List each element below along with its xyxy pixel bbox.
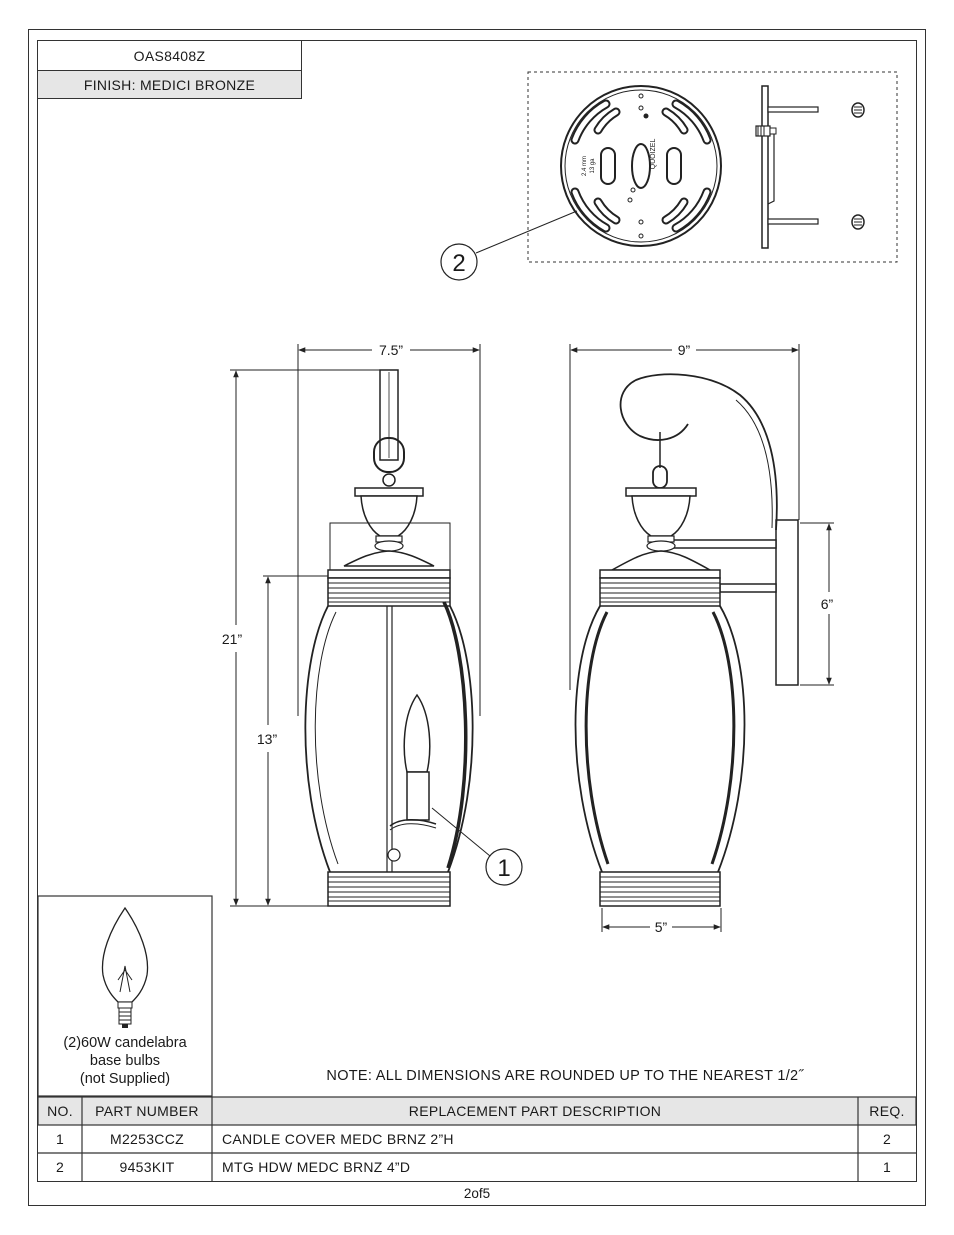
row-1-req: 2 [882, 1131, 892, 1147]
callout-1-label: 1 [497, 855, 511, 882]
bulb-caption-line-1: (2)60W candelabra [63, 1035, 187, 1051]
dim-depth-side: 9” [677, 342, 691, 358]
callout-2-label: 2 [452, 250, 466, 277]
model-number: OAS8408Z [37, 40, 302, 71]
row-2-description: MTG HDW MEDC BRNZ 4”D [222, 1159, 411, 1175]
row-2-no: 2 [55, 1159, 65, 1175]
table-header-no: NO. [47, 1103, 73, 1119]
plate-size-gauge: 13 ga [590, 158, 596, 174]
bulb-caption-line-2: base bulbs [89, 1053, 161, 1069]
row-1-part-number: M2253CCZ [110, 1131, 184, 1147]
finish-label: FINISH: MEDICI BRONZE [37, 70, 302, 99]
row-2-req: 1 [882, 1159, 892, 1175]
row-1-description: CANDLE COVER MEDC BRNZ 2”H [222, 1131, 454, 1147]
front-view [222, 342, 522, 906]
page-number: 2of5 [463, 1186, 491, 1201]
mounting-plate-front [561, 86, 721, 246]
dim-backplate-height: 6” [820, 596, 834, 612]
mounting-screws [852, 103, 864, 229]
dim-base-width: 5” [654, 919, 668, 935]
side-view [570, 342, 834, 935]
dimension-note: NOTE: ALL DIMENSIONS ARE ROUNDED UP TO THE NEAREST 1/2˝ [326, 1068, 804, 1084]
mounting-plate-side [756, 86, 818, 248]
bulb-caption [38, 1034, 212, 1088]
dim-height-body: 13” [256, 731, 278, 747]
dim-width-front: 7.5” [378, 342, 404, 358]
table-header-part-number: PART NUMBER [95, 1103, 199, 1119]
row-2-part-number: 9453KIT [119, 1159, 175, 1175]
callout-2 [441, 211, 577, 280]
table-header-description: REPLACEMENT PART DESCRIPTION [408, 1103, 662, 1119]
candelabra-bulb-icon [102, 908, 147, 1028]
plate-size-mm: 2.4 mm [582, 155, 588, 177]
row-1-no: 1 [55, 1131, 65, 1147]
bulb-caption-line-3: (not Supplied) [79, 1071, 171, 1087]
dim-height-overall: 21” [221, 631, 243, 647]
mounting-hardware-detail [528, 72, 897, 262]
plate-brand: QUOIZEL [650, 138, 657, 170]
table-header-req: REQ. [869, 1103, 905, 1119]
